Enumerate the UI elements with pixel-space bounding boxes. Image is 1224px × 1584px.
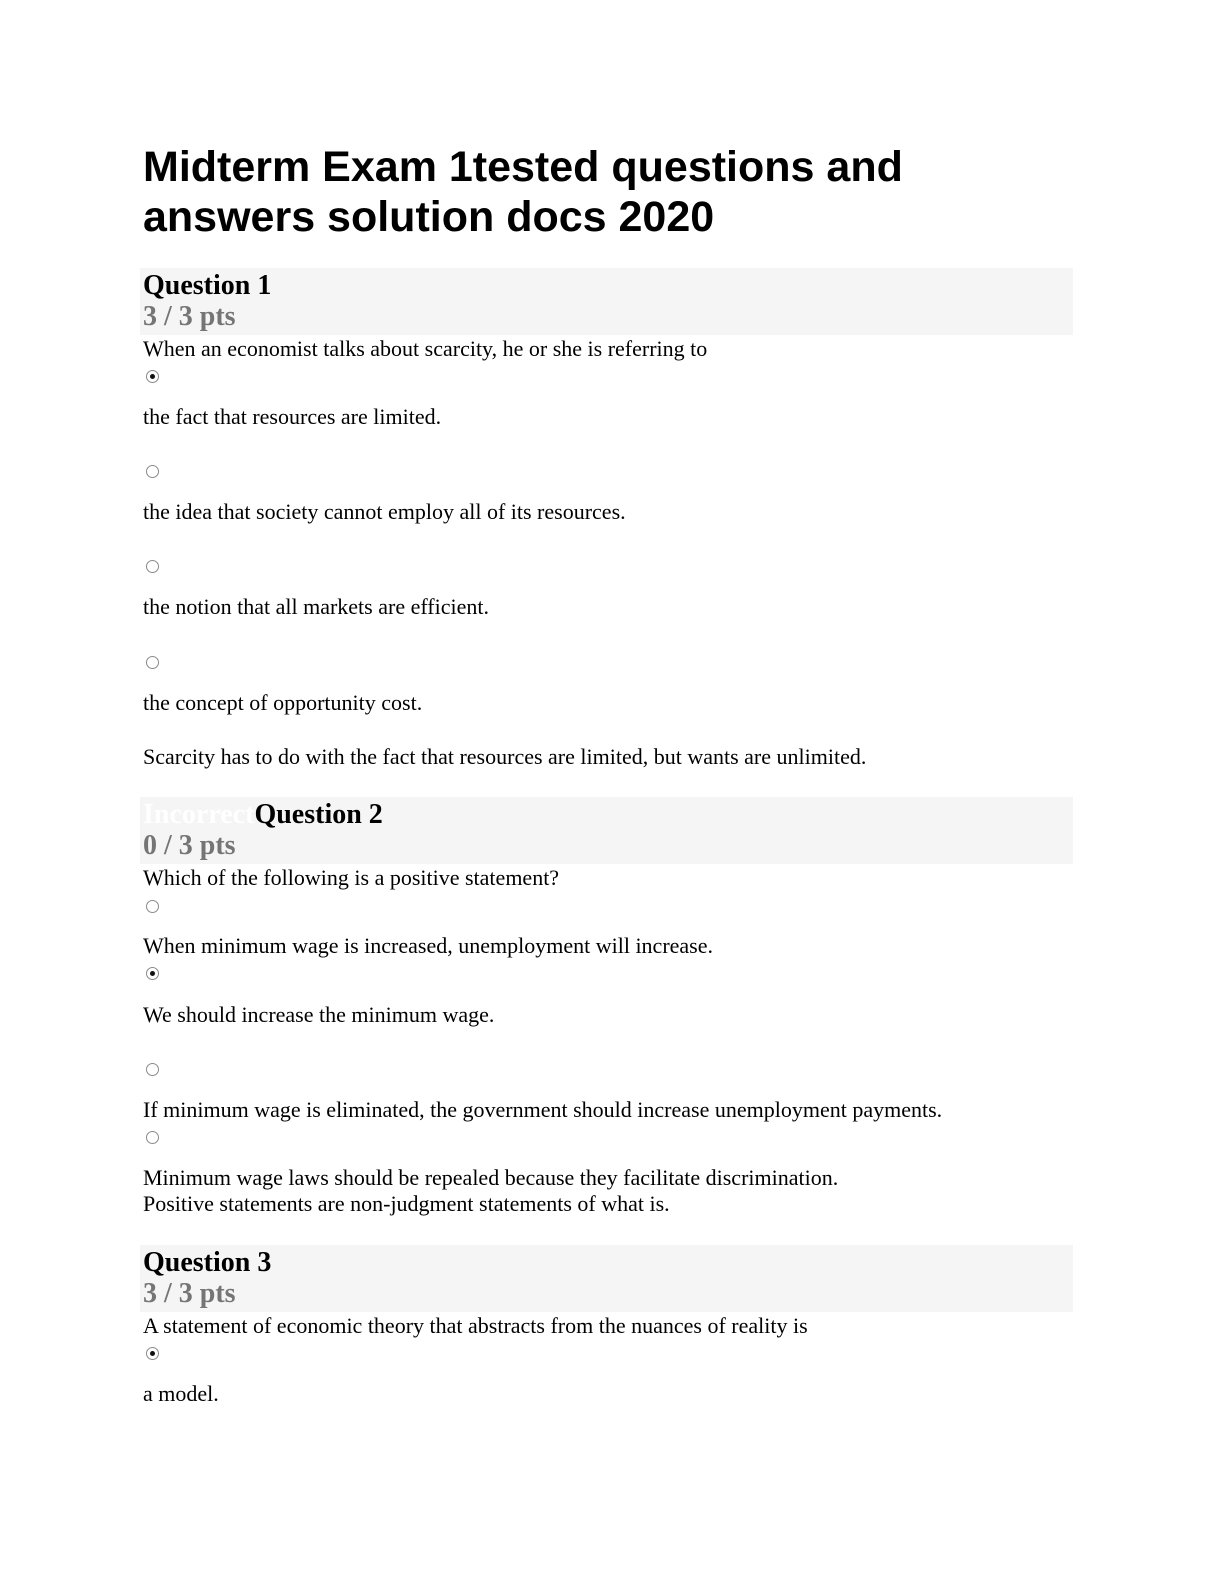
question-3-prompt: A statement of economic theory that abstracts from the nuances of reality is — [143, 1313, 808, 1338]
question-3-title — [143, 1245, 271, 1281]
question-2-header — [140, 797, 1073, 864]
question-1-option-1-text: the fact that resources are limited. — [143, 404, 442, 429]
page-title: Midterm Exam 1tested questions and answers solution docs 2020 — [143, 143, 903, 241]
question-1-points: 3 / 3 pts — [143, 301, 236, 332]
question-3-option-1-text: a model. — [143, 1381, 219, 1406]
question-3-header — [140, 1245, 1073, 1312]
question-1-header — [140, 268, 1073, 335]
question-2-option-3-text: If minimum wage is eliminated, the government should increase unemployment payments. — [143, 1097, 943, 1122]
question-2-option-4-text: Minimum wage laws should be repealed because they facilitate discrimination. — [143, 1165, 839, 1190]
question-1-option-4-radio[interactable] — [146, 656, 159, 669]
question-1-option-1-radio[interactable] — [146, 370, 159, 383]
question-1-label: Question 1 — [143, 270, 272, 301]
question-2-explanation: Positive statements are non-judgment statements of what is. — [143, 1191, 670, 1216]
question-1-prompt: When an economist talks about scarcity, he or she is referring to — [143, 336, 708, 361]
question-2-option-2-text: We should increase the minimum wage. — [143, 1002, 495, 1027]
question-1-option-4-text: the concept of opportunity cost. — [143, 690, 423, 715]
question-2-option-4-radio[interactable] — [146, 1131, 159, 1144]
question-2-label: Question 2 — [254, 799, 383, 830]
question-2-option-2-radio[interactable] — [146, 967, 159, 980]
question-1-explanation: Scarcity has to do with the fact that resources are limited, but wants are unlimited. — [143, 744, 867, 769]
question-2-prompt: Which of the following is a positive statement? — [143, 865, 560, 890]
question-2-points: 0 / 3 pts — [143, 830, 236, 861]
question-2-option-1-radio[interactable] — [146, 900, 159, 913]
question-2-option-1-text: When minimum wage is increased, unemployment will increase. — [143, 933, 714, 958]
question-2-flag: Incorrect — [143, 799, 255, 830]
question-1-option-2-radio[interactable] — [146, 465, 159, 478]
question-1-option-2-text: the idea that society cannot employ all of its resources. — [143, 499, 626, 524]
question-2-option-3-radio[interactable] — [146, 1063, 159, 1076]
question-1-option-3-radio[interactable] — [146, 560, 159, 573]
question-1-option-3-text: the notion that all markets are efficient. — [143, 594, 489, 619]
question-3-option-1-radio[interactable] — [146, 1347, 159, 1360]
question-2-title — [143, 797, 383, 833]
question-3-points: 3 / 3 pts — [143, 1278, 236, 1309]
question-3-label: Question 3 — [143, 1247, 272, 1278]
question-1-title — [143, 268, 271, 304]
